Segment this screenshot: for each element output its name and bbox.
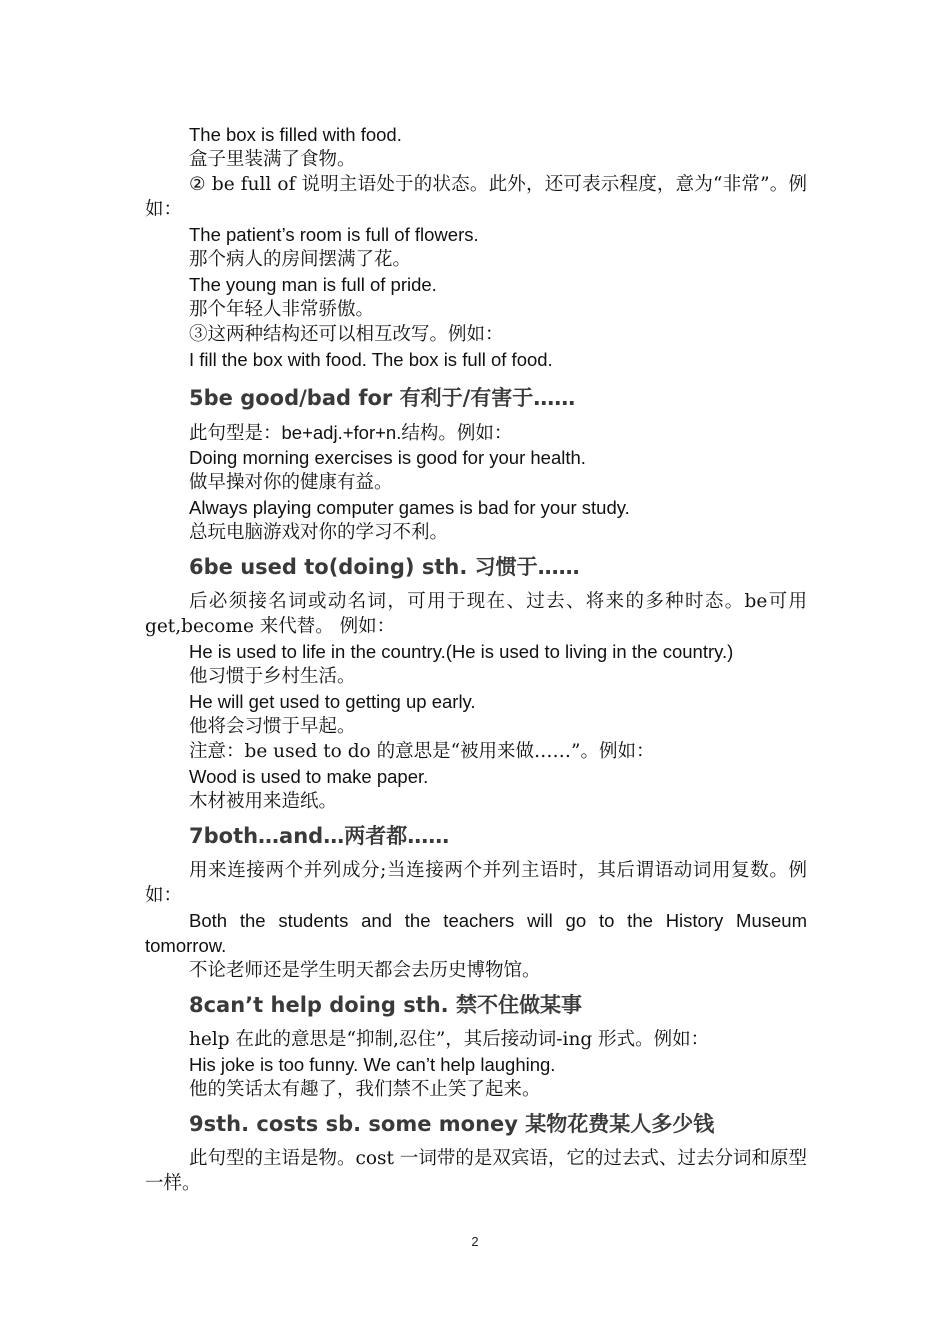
section-heading: 7both…and…两者都…… [189, 824, 450, 848]
translation: 那个年轻人非常骄傲。 [189, 299, 375, 320]
translation: 不论老师还是学生明天都会去历史博物馆。 [189, 960, 541, 981]
example-sentence: The young man is full of pride. [189, 274, 437, 295]
explanation: 此句型的主语是物。cost 一词带的是双宾语，它的过去式、过去分词和原型一样。 [145, 1148, 807, 1194]
translation: 做早操对你的健康有益。 [189, 472, 393, 493]
translation: 盒子里装满了食物。 [189, 149, 356, 170]
note: 注意：be used to do 的意思是“被用来做……”。例如： [189, 741, 655, 762]
example-sentence: His joke is too funny. We can’t help laughing. [189, 1054, 556, 1075]
section-heading: 9sth. costs sb. some money 某物花费某人多少钱 [189, 1112, 715, 1136]
example-sentence: He is used to life in the country.(He is used to living in the country.) [189, 641, 734, 662]
page-number: 2 [471, 1234, 479, 1249]
section-heading: 6be used to(doing) sth. 习惯于…… [189, 555, 580, 579]
translation: 木材被用来造纸。 [189, 791, 338, 812]
translation: 总玩电脑游戏对你的学习不利。 [189, 522, 449, 543]
example-sentence: Wood is used to make paper. [189, 766, 429, 787]
explanation: ② be full of 说明主语处于的状态。此外，还可表示程度，意为“非常”。例如： [145, 174, 807, 220]
translation: 他将会习惯于早起。 [189, 716, 356, 737]
example-sentence: Both the students and the teachers will go to the History Museum tomorrow. [145, 910, 807, 956]
translation: 他的笑话太有趣了，我们禁不止笑了起来。 [189, 1079, 541, 1100]
translation: 他习惯于乡村生活。 [189, 666, 356, 687]
example-sentence: He will get used to getting up early. [189, 691, 476, 712]
example-sentence: The patient’s room is full of flowers. [189, 224, 479, 245]
explanation: 后必须接名词或动名词，可用于现在、过去、将来的多种时态。be可用 get,become 来代替。 例如： [145, 591, 807, 637]
page-body [145, 122, 807, 1196]
example-sentence: The box is filled with food. [189, 124, 402, 145]
translation: 那个病人的房间摆满了花。 [189, 249, 412, 270]
section-heading: 8can’t help doing sth. 禁不住做某事 [189, 993, 582, 1017]
example-sentence: Doing morning exercises is good for your health. [189, 447, 586, 468]
explanation: 用来连接两个并列成分;当连接两个并列主语时，其后谓语动词用复数。例如： [145, 860, 807, 906]
example-sentence: Always playing computer games is bad for your study. [189, 497, 630, 518]
explanation: 此句型是：be+adj.+for+n.结构。例如： [189, 422, 513, 443]
example-sentence: I fill the box with food. The box is full of food. [189, 349, 553, 370]
explanation: ③这两种结构还可以相互改写。例如： [189, 324, 504, 345]
explanation: help 在此的意思是“抑制,忍住”，其后接动词-ing 形式。例如： [189, 1029, 710, 1050]
section-heading: 5be good/bad for 有利于/有害于…… [189, 386, 576, 410]
